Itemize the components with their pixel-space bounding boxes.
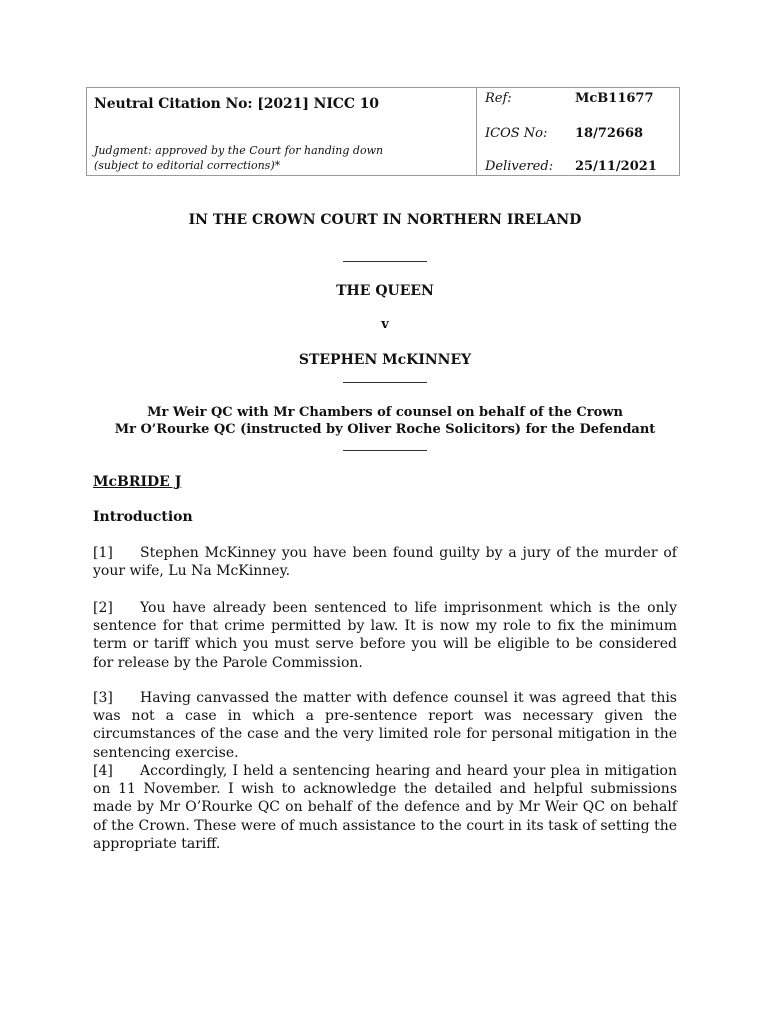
- judgment-note-line2: (subject to editorial corrections)*: [94, 159, 281, 172]
- paragraph-text: Stephen McKinney you have been found guilty by a jury of the murder of your wife, Lu Na McKinney.: [93, 545, 677, 580]
- icos-label: ICOS No:: [485, 126, 548, 141]
- neutral-citation: Neutral Citation No: [2021] NICC 10: [94, 96, 379, 112]
- header-box: [86, 87, 680, 176]
- paragraph-text: Accordingly, I held a sentencing hearing and heard your plea in mitigation on 11 November. I wish to acknowledge the detailed and helpful submissions made by Mr O’Rourke QC on behalf of the defence and by Mr Weir QC on behalf of the Crown. These were of much assistance to the court in its task of setting the appropriate tariff.: [93, 763, 677, 852]
- paragraph-number: [2]: [93, 600, 113, 616]
- ref-label: Ref:: [485, 91, 512, 106]
- judge-name: McBRIDE J: [93, 474, 182, 490]
- paragraph-number: [3]: [93, 690, 113, 706]
- delivered-label: Delivered:: [485, 159, 554, 174]
- paragraph-number: [1]: [93, 545, 113, 561]
- divider-rule: [343, 261, 427, 262]
- versus: v: [381, 317, 389, 332]
- divider-rule: [343, 450, 427, 451]
- section-heading: Introduction: [93, 509, 193, 525]
- delivered-value: 25/11/2021: [575, 159, 657, 174]
- judgment-note: [94, 143, 383, 173]
- paragraph: [93, 689, 677, 762]
- paragraph: [93, 544, 677, 580]
- judgment-note-line1: Judgment: approved by the Court for handing down: [94, 144, 384, 157]
- ref-value: McB11677: [575, 91, 654, 106]
- paragraph-number: [4]: [93, 763, 113, 779]
- icos-value: 18/72668: [575, 126, 644, 141]
- paragraph: [93, 599, 677, 672]
- paragraph: [93, 762, 677, 853]
- prosecution-party: THE QUEEN: [336, 283, 434, 299]
- header-divider: [476, 88, 477, 175]
- counsel-defence: Mr O’Rourke QC (instructed by Oliver Roche Solicitors) for the Defendant: [114, 422, 656, 437]
- counsel-crown: Mr Weir QC with Mr Chambers of counsel on behalf of the Crown: [147, 405, 623, 420]
- divider-rule: [343, 382, 427, 383]
- court-title: IN THE CROWN COURT IN NORTHERN IRELAND: [188, 212, 582, 228]
- paragraph-text: You have already been sentenced to life imprisonment which is the only sentence for that crime permitted by law. It is now my role to fix the minimum term or tariff which you must serve before you will be eligible to be considered for release by the Parole Commission.: [93, 600, 677, 671]
- paragraph-text: Having canvassed the matter with defence counsel it was agreed that this was not a case in which a pre-sentence report was necessary given the circumstances of the case and the very limited role for personal mitigation in the sentencing exercise.: [93, 690, 677, 761]
- defendant-party: STEPHEN McKINNEY: [298, 352, 472, 368]
